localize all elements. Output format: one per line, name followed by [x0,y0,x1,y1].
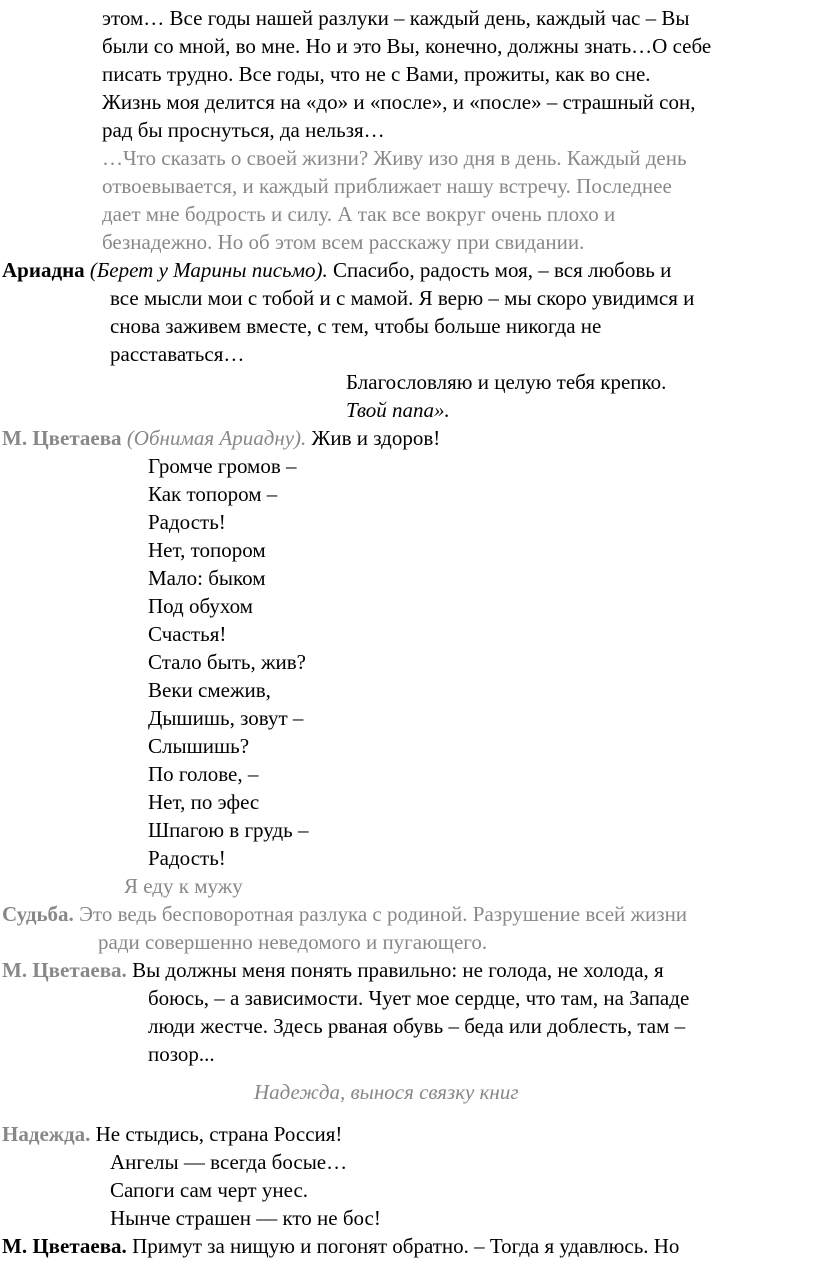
text-line: все мысли мои с тобой и с мамой. Я верю – мы скоро увидимся и [110,286,695,310]
grey-text-line: отвоевывается, и каждый приближает нашу встречу. Последнее [102,174,672,198]
stage-direction: Надежда, вынося связку книг [254,1080,519,1104]
tsvetaeva-replica [2,424,440,452]
poem-line: Под обухом [148,594,253,618]
speaker-name: М. Цветаева. [2,1234,127,1258]
text-line: расставаться… [110,342,245,366]
stage-remark: (Обнимая Ариадну). [126,426,307,450]
stage-remark: (Берет у Марины письмо). [89,258,328,282]
letter-blessing: Благословляю и целую тебя крепко. [346,370,667,394]
letter-signature: Твой папа». [346,398,450,422]
text-line: люди жестче. Здесь рваная обувь – беда или доблесть, там – [148,1014,686,1038]
speaker-name: Надежда. [2,1122,91,1146]
poem-line: Стало быть, жив? [148,650,306,674]
poem-line: Нет, топором [148,538,266,562]
grey-text-line: дает мне бодрость и силу. А так все вокруг очень плохо и [102,202,616,226]
poem-line: Мало: быком [148,566,266,590]
text-line: боюсь, – а зависимости. Чует мое сердце, что там, на Западе [148,986,690,1010]
poem-line: Дышишь, зовут – [148,706,304,730]
poem-line: Ангелы — всегда босые… [110,1150,348,1174]
speaker-name: Судьба. [2,902,74,926]
poem-line: Веки смежив, [148,678,271,702]
poem-line: Нынче страшен — кто не бос! [110,1206,381,1230]
tsvetaeva-replica [2,956,664,984]
replica-text: Спасибо, радость моя, – вся любовь и [333,258,672,282]
replica-text: Это ведь бесповоротная разлука с родиной. Разрушение всей жизни [79,902,688,926]
tsvetaeva-replica [2,1232,679,1260]
poem-line: Шпагою в грудь – [148,818,309,842]
replica-text: Жив и здоров! [311,426,441,450]
text-line: были со мной, во мне. Но и это Вы, конечно, должны знать…О себе [102,34,712,58]
poem-line: Слышишь? [148,734,250,758]
nadezhda-replica [2,1120,342,1148]
replica-text: Не стыдись, страна Россия! [95,1122,343,1146]
poem-line: По голове, – [148,762,259,786]
poem-line: Громче громов – [148,454,297,478]
grey-text-line: ради совершенно неведомого и пугающего. [98,930,488,954]
ariadna-replica [2,256,671,284]
text-line: этом… Все годы нашей разлуки – каждый день, каждый час – Вы [102,6,690,30]
speaker-name: М. Цветаева. [2,958,127,982]
remark-line: Я еду к мужу [124,874,243,898]
text-line: рад бы проснуться, да нельзя… [102,118,385,142]
poem-line: Как топором – [148,482,278,506]
poem-line: Радость! [148,846,226,870]
speaker-name: М. Цветаева [2,426,122,450]
replica-text: Примут за нищую и погонят обратно. – Тогда я удавлюсь. Но [132,1234,680,1258]
grey-text-line: безнадежно. Но об этом всем расскажу при свидании. [102,230,585,254]
poem-line: Радость! [148,510,226,534]
text-line: позор... [148,1042,215,1066]
sudba-replica [2,900,687,928]
speaker-name: Ариадна [2,258,85,282]
poem-line: Сапоги сам черт унес. [110,1178,309,1202]
grey-text-line: …Что сказать о своей жизни? Живу изо дня в день. Каждый день [102,146,687,170]
text-line: Жизнь моя делится на «до» и «после», и «после» – страшный сон, [102,90,696,114]
text-line: снова заживем вместе, с тем, чтобы больше никогда не [110,314,602,338]
poem-line: Нет, по эфес [148,790,260,814]
replica-text: Вы должны меня понять правильно: не голода, не холода, я [132,958,664,982]
text-line: писать трудно. Все годы, что не с Вами, прожиты, как во сне. [102,62,651,86]
poem-line: Счастья! [148,622,227,646]
